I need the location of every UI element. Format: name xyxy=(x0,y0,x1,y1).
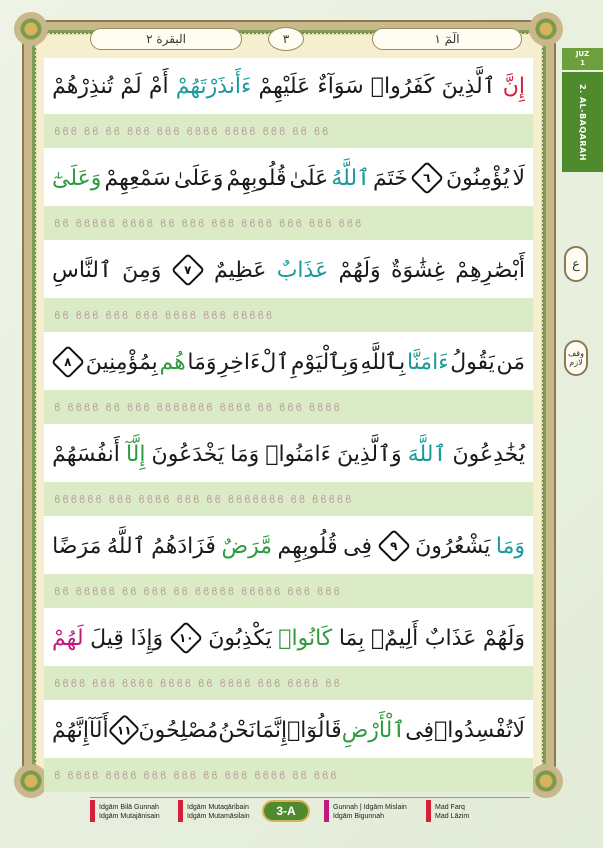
ayah-number-marker xyxy=(377,529,411,563)
legend-label: Idgām Bigunnah xyxy=(333,813,384,820)
arabic-word: يَقُولُ xyxy=(450,349,495,375)
arabic-word: ٱللَّهُ xyxy=(331,165,370,191)
ruku-marker: ع xyxy=(564,246,588,282)
corner-ornament xyxy=(14,764,48,798)
arabic-line xyxy=(44,150,533,206)
legend-label: Idgām Mutaqāribain xyxy=(187,804,249,811)
legend-item xyxy=(178,800,250,824)
arabic-word: قِيلَ xyxy=(90,625,124,651)
ayah-number: ٧ xyxy=(183,263,192,278)
arabic-word: يَكْذِبُونَ xyxy=(208,625,272,651)
arabic-word: سَمْعِهِمْ xyxy=(104,165,171,191)
legend-label: Gunnah | Idgām Mislain xyxy=(333,804,407,811)
arabic-line xyxy=(44,610,533,666)
arabic-word: ٱلَّذِينَ xyxy=(441,73,496,99)
ayah-number: ٩ xyxy=(389,539,398,554)
arabic-word: ٱللَّهَ xyxy=(407,441,447,467)
surah-tab[interactable] xyxy=(562,72,603,172)
ayah-number: ١٠ xyxy=(178,631,194,645)
legend-item xyxy=(90,800,160,824)
arabic-word: يُخَٰدِعُونَ xyxy=(452,441,525,467)
arabic-word: ءَامَنَّا xyxy=(406,349,449,375)
legend-color-swatch xyxy=(324,800,329,822)
ayah-number-marker xyxy=(169,621,203,655)
ayah-number-marker xyxy=(171,253,205,287)
transliteration-line: ϐϐϐ ϐϐ ϐϐ ϐϐϐ ϐϐϐ ϐϐϐϐ ϐϐϐϐ ϐϐϐ ϐϐ ϐϐ xyxy=(44,114,533,148)
arabic-word: لَمْ xyxy=(120,73,142,99)
arabic-line xyxy=(44,702,533,758)
arabic-word: ءَأَنذَرْتَهُمْ xyxy=(175,73,252,99)
arabic-line xyxy=(44,426,533,482)
arabic-word: تُفْسِدُوا۟ xyxy=(434,717,513,743)
arabic-word: بِمُؤْمِنِينَ xyxy=(85,349,158,375)
arabic-word: مَّرَضٌ xyxy=(221,533,272,559)
arabic-word: كَانُوا۟ xyxy=(278,625,333,651)
arabic-word: أَمْ xyxy=(148,73,169,99)
arabic-word: قُلُوبِهِم xyxy=(277,533,338,559)
corner-ornament xyxy=(529,12,563,46)
arabic-word: بِٱللَّهِ xyxy=(360,349,406,375)
arabic-word: يَخْدَعُونَ xyxy=(151,441,225,467)
arabic-word: يُؤْمِنُونَ xyxy=(445,165,510,191)
transliteration-line: ϐϐϐϐϐϐ ϐϐϐ ϐϐϐϐ ϐϐϐ ϐϐ ϐϐϐϐϐϐϐ ϐϐ ϐϐϐϐϐ xyxy=(44,482,533,516)
arabic-word: ٱلْءَاخِرِ xyxy=(218,349,290,375)
arabic-word: إِلَّآ xyxy=(125,441,146,467)
ayah-number-marker xyxy=(107,714,139,746)
legend-label: Mad Farq xyxy=(435,804,465,811)
transliteration-line: ϐ ϐϐϐϐ ϐϐϐϐ ϐϐϐ ϐϐϐ ϐϐ ϐϐϐ ϐϐϐϐ ϐϐ ϐϐϐ xyxy=(44,758,533,792)
arabic-word: أَلِيمٌۢ xyxy=(370,625,419,651)
legend-color-swatch xyxy=(426,800,431,822)
juz-tab-label: JUZ 1 xyxy=(575,50,590,67)
transliteration-line: ϐ ϐϐϐϐ ϐϐ ϐϐϐ ϐϐϐϐϐϐϐ ϐϐϐϐ ϐϐ ϐϐϐ ϐϐϐϐ xyxy=(44,390,533,424)
arabic-word: فِى xyxy=(405,717,435,743)
arabic-word: فَزَادَهُمُ xyxy=(151,533,216,559)
arabic-word: عَظِيمٌ xyxy=(213,257,267,283)
arabic-line xyxy=(44,242,533,298)
arabic-word: عَذَابٌ xyxy=(276,257,329,283)
arabic-word: مَن xyxy=(496,349,525,375)
arabic-word: هُم xyxy=(159,349,186,375)
footer-divider xyxy=(90,797,530,798)
arabic-word: إِنَّمَا xyxy=(255,717,288,743)
quran-text-area xyxy=(44,58,533,780)
juz-label: الٓمٓ ١ xyxy=(372,28,522,50)
arabic-word: أَلَآ xyxy=(89,717,109,743)
legend-label: Idgām Mutajānisain xyxy=(99,813,160,820)
transliteration-line: ϐϐ ϐϐϐϐϐ ϐϐ ϐϐϐ ϐϐ ϐϐϐϐϐ ϐϐϐϐϐ ϐϐϐ ϐϐϐ xyxy=(44,574,533,608)
arabic-word: نَحْنُ xyxy=(218,717,256,743)
legend-color-swatch xyxy=(90,800,95,822)
legend-color-swatch xyxy=(178,800,183,822)
arabic-word: أَنفُسَهُمْ xyxy=(52,441,120,467)
transliteration-line: ϐϐ ϐϐϐϐϐ ϐϐϐϐ ϐϐ ϐϐϐ ϐϐϐ ϐϐϐϐ ϐϐϐ ϐϐϐ ϐϐϐ xyxy=(44,206,533,240)
ayah-number-marker xyxy=(410,161,444,195)
arabic-word: وَٱلَّذِينَ xyxy=(337,441,402,467)
legend-label: Mad Lāzim xyxy=(435,813,470,820)
arabic-word: خَتَمَ xyxy=(373,165,408,191)
surah-label: البقرة ٢ xyxy=(90,28,242,50)
arabic-word: قُلُوبِهِمْ xyxy=(226,165,287,191)
arabic-word: عَلَيْهِمْ xyxy=(258,73,311,99)
ayah-number: ٦ xyxy=(423,171,431,186)
arabic-word: وَبِٱلْيَوْمِ xyxy=(290,349,359,375)
surah-tab-label: 2. AL-BAQARAH xyxy=(578,83,588,161)
arabic-word: عَذَابٌ xyxy=(424,625,477,651)
arabic-word: أَبْصَٰرِهِمْ xyxy=(455,257,525,283)
arabic-word: يَشْعُرُونَ xyxy=(415,533,491,559)
arabic-word: تُنذِرْهُمْ xyxy=(52,73,114,99)
arabic-word: وَمَا xyxy=(187,349,217,375)
arabic-word: إِنَّ xyxy=(502,73,525,99)
arabic-word: لَهُمْ xyxy=(52,625,84,651)
arabic-word: إِنَّهُمْ xyxy=(52,717,90,743)
ayah-number: ٨ xyxy=(64,355,72,370)
ayah-number: ١١ xyxy=(116,723,131,738)
arabic-word: بِمَا xyxy=(338,625,365,651)
legend-item xyxy=(324,800,407,824)
arabic-word: وَلَهُمْ xyxy=(338,257,381,283)
arabic-word: وَإِذَا xyxy=(130,625,164,651)
juz-tab[interactable] xyxy=(562,48,603,70)
arabic-word: ءَامَنُوا۟ xyxy=(265,441,331,467)
transliteration-line: ϐϐ ϐϐϐ ϐϐϐ ϐϐϐ ϐϐϐϐ ϐϐϐ ϐϐϐϐϐ xyxy=(44,298,533,332)
arabic-line xyxy=(44,518,533,574)
arabic-word: لَا xyxy=(512,165,525,191)
arabic-word: عَلَىٰ xyxy=(289,165,329,191)
legend-label: Idgām Mutamāsilain xyxy=(187,813,250,820)
page-badge: 3-A xyxy=(262,800,310,822)
arabic-word: وَعَلَىٰٓ xyxy=(52,165,102,191)
arabic-word: مُصْلِحُونَ xyxy=(138,717,219,743)
corner-ornament xyxy=(529,764,563,798)
arabic-word: لَا xyxy=(512,717,525,743)
arabic-word: ٱللَّهُ xyxy=(106,533,146,559)
page-number: ٣ xyxy=(268,27,304,51)
arabic-word: فِى xyxy=(343,533,372,559)
arabic-word: قَالُوٓا۟ xyxy=(287,717,342,743)
arabic-word: وَمَا xyxy=(230,441,260,467)
arabic-word: وَمَا xyxy=(495,533,525,559)
corner-ornament xyxy=(14,12,48,46)
transliteration-line: ϐϐϐϐ ϐϐϐ ϐϐϐϐ ϐϐϐϐ ϐϐ ϐϐϐϐ ϐϐϐ ϐϐϐϐ ϐϐ xyxy=(44,666,533,700)
arabic-word: ٱلْأَرْضِ xyxy=(341,717,406,743)
arabic-word: غِشَٰوَةٌ xyxy=(390,257,445,283)
arabic-word: مَرَضًا xyxy=(52,533,102,559)
legend-item xyxy=(426,800,469,824)
arabic-word: سَوَآءٌ xyxy=(317,73,364,99)
arabic-word: كَفَرُوا۟ xyxy=(370,73,435,99)
tajweed-legend xyxy=(90,800,530,826)
arabic-word: ٱلنَّاسِ xyxy=(52,257,112,283)
legend-label: Idgām Bilā Gunnah xyxy=(99,804,159,811)
arabic-line xyxy=(44,334,533,390)
arabic-line xyxy=(44,58,533,114)
arabic-word: وَعَلَىٰ xyxy=(174,165,224,191)
arabic-word: وَمِنَ xyxy=(122,257,162,283)
arabic-word: وَلَهُمْ xyxy=(482,625,525,651)
waqf-marker: وقف لازم xyxy=(564,340,588,376)
ayah-number-marker xyxy=(51,345,85,379)
